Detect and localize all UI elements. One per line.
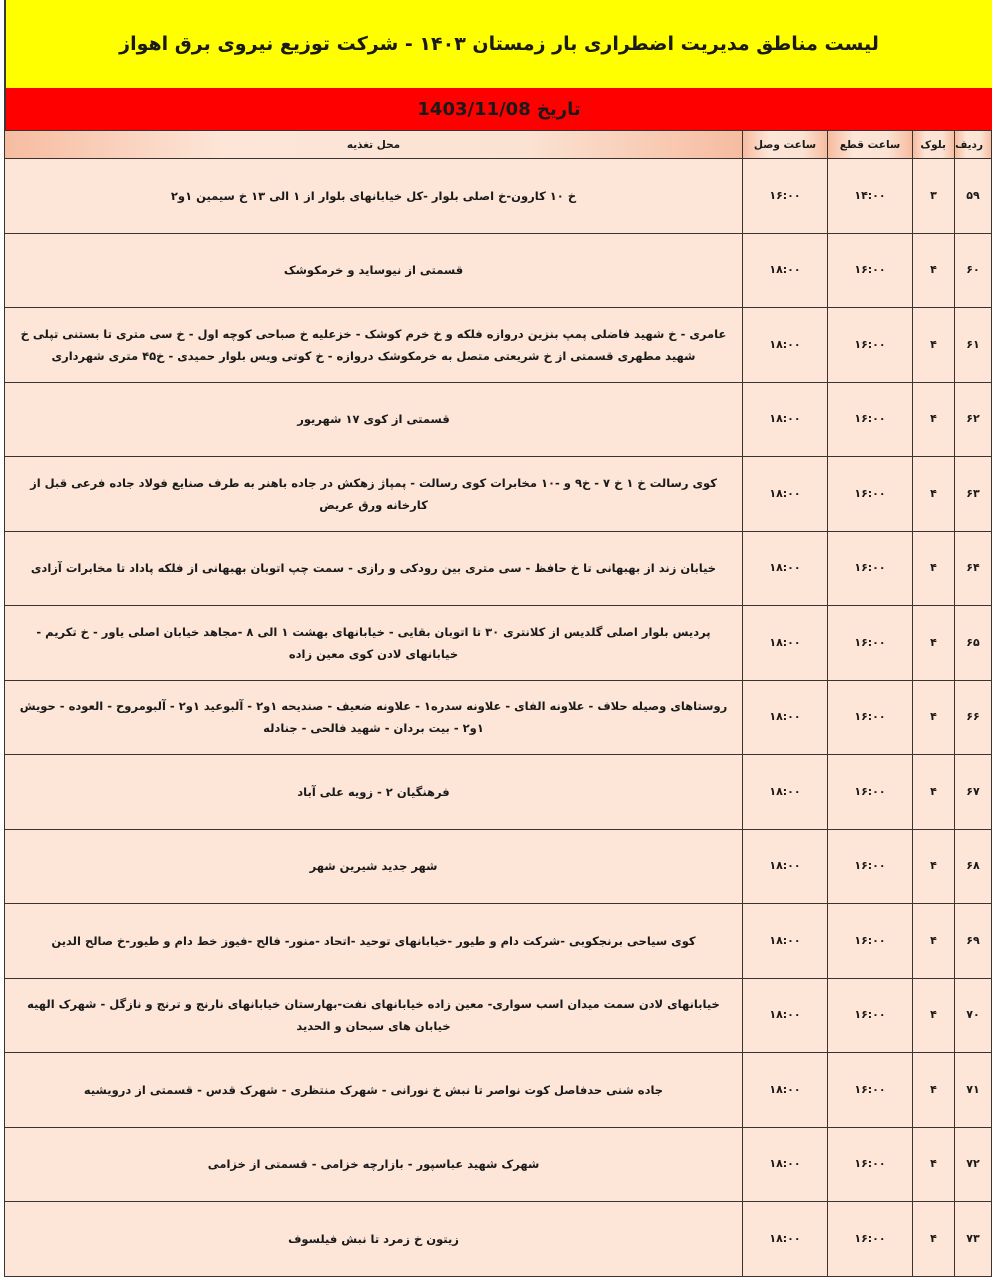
table-row xyxy=(5,978,992,1053)
location-cell: خیابانهای لادن سمت میدان اسب سواری- معین زاده خیابانهای نفت-بهارستان خیابانهای نارنج و ترنج و نازگل - شهرک الهیه خیابان های سبحان و الحدید xyxy=(5,978,743,1053)
row-number-cell: ۶۲ xyxy=(955,382,992,457)
off-time-cell: ۱۶:۰۰ xyxy=(828,1127,913,1202)
on-time-cell: ۱۸:۰۰ xyxy=(743,904,828,979)
table-row xyxy=(5,159,992,234)
block-cell: ۴ xyxy=(913,531,955,606)
off-time-cell: ۱۶:۰۰ xyxy=(828,829,913,904)
location-cell: قسمتی از کوی ۱۷ شهریور xyxy=(5,382,743,457)
off-time-cell: ۱۶:۰۰ xyxy=(828,233,913,308)
block-cell: ۴ xyxy=(913,1053,955,1128)
row-number-cell: ۶۷ xyxy=(955,755,992,830)
location-cell: عامری - خ شهید فاضلی پمپ بنزین دروازه فلکه و خ خرم کوشک - خزعلیه خ صباحی کوچه اول - خ سی متری تا بستنی تپلی خ شهید مطهری قسمتی از خ شریعتی متصل به خرمکوشک دروازه - خ کوتی ویس بلوار حمیدی - خ۴۵ متری شهرداری xyxy=(5,308,743,383)
off-time-cell: ۱۶:۰۰ xyxy=(828,382,913,457)
on-time-cell: ۱۸:۰۰ xyxy=(743,233,828,308)
block-cell: ۴ xyxy=(913,308,955,383)
location-cell: شهر جدید شیرین شهر xyxy=(5,829,743,904)
location-cell: خیابان زند از بهبهانی تا خ حافظ - سی متری بین رودکی و رازی - سمت چپ اتوبان بهبهانی از فلکه پاداد تا مخابرات آزادی xyxy=(5,531,743,606)
off-time-cell: ۱۶:۰۰ xyxy=(828,680,913,755)
column-header-row-number: ردیف xyxy=(955,131,992,159)
table-row xyxy=(5,233,992,308)
on-time-cell: ۱۸:۰۰ xyxy=(743,1053,828,1128)
location-cell: فرهنگیان ۲ - زویه علی آباد xyxy=(5,755,743,830)
location-cell: زیتون خ زمرد تا نبش فیلسوف xyxy=(5,1202,743,1277)
column-header-block: بلوک xyxy=(913,131,955,159)
table-row xyxy=(5,1053,992,1128)
column-header-on-time: ساعت وصل xyxy=(743,131,828,159)
location-cell: جاده شنی حدفاصل کوت نواصر تا نبش خ نورانی - شهرک منتظری - شهرک قدس - قسمتی از درویشیه xyxy=(5,1053,743,1128)
on-time-cell: ۱۸:۰۰ xyxy=(743,308,828,383)
table-row xyxy=(5,606,992,681)
block-cell: ۴ xyxy=(913,978,955,1053)
row-number-cell: ۷۱ xyxy=(955,1053,992,1128)
row-number-cell: ۷۲ xyxy=(955,1127,992,1202)
row-number-cell: ۵۹ xyxy=(955,159,992,234)
off-time-cell: ۱۶:۰۰ xyxy=(828,755,913,830)
block-cell: ۴ xyxy=(913,755,955,830)
location-cell: قسمتی از نیوساید و خرمکوشک xyxy=(5,233,743,308)
location-cell: خ ۱۰ کارون-خ اصلی بلوار -کل خیابانهای بلوار از ۱ الی ۱۳ خ سیمین ۱و۲ xyxy=(5,159,743,234)
off-time-cell: ۱۶:۰۰ xyxy=(828,904,913,979)
date-band xyxy=(4,88,992,130)
outage-table xyxy=(4,130,992,1277)
location-cell: کوی سیاحی برنجکوبی -شرکت دام و طیور -خیابانهای توحید -اتحاد -منور- فالح -فیوز خط دام و طیور-خ صالح الدین xyxy=(5,904,743,979)
block-cell: ۴ xyxy=(913,1202,955,1277)
row-number-cell: ۶۵ xyxy=(955,606,992,681)
table-row xyxy=(5,531,992,606)
schedule-date: تاریخ 1403/11/08 xyxy=(417,98,581,120)
location-cell: کوی رسالت خ ۱ خ ۷ - خ۹ و -۱۰ مخابرات کوی رسالت - پمپاژ زهکش در جاده باهنر به طرف صنایع فولاد جاده فرعی قبل از کارخانه ورق عریض xyxy=(5,457,743,532)
block-cell: ۴ xyxy=(913,829,955,904)
page-title: لیست مناطق مدیریت اضطراری بار زمستان ۱۴۰۳ - شرکت توزیع نیروی برق اهواز xyxy=(119,33,879,55)
table-row xyxy=(5,308,992,383)
location-cell: روستاهای وصیله حلاف - علاونه الفای - علاونه سدره۱ - علاونه ضعیف - صندیحه ۱و۲ - آلبوعید ۱و۲ - آلبومروح - العوده - حویش ۱و۲ - بیت بردان - شهید فالحی - جنادله xyxy=(5,680,743,755)
block-cell: ۴ xyxy=(913,1127,955,1202)
off-time-cell: ۱۴:۰۰ xyxy=(828,159,913,234)
location-cell: شهرک شهید عباسپور - بازارچه خزامی - قسمتی از خزامی xyxy=(5,1127,743,1202)
row-number-cell: ۶۴ xyxy=(955,531,992,606)
on-time-cell: ۱۸:۰۰ xyxy=(743,755,828,830)
block-cell: ۴ xyxy=(913,457,955,532)
block-cell: ۴ xyxy=(913,606,955,681)
column-header-location: محل تغذیه xyxy=(5,131,743,159)
row-number-cell: ۶۹ xyxy=(955,904,992,979)
column-header-off-time: ساعت قطع xyxy=(828,131,913,159)
off-time-cell: ۱۶:۰۰ xyxy=(828,1053,913,1128)
location-cell: پردیس بلوار اصلی گلدیس از کلانتری ۳۰ تا اتوبان بقایی - خیابانهای بهشت ۱ الی ۸ -مجاهد خیابان اصلی یاور - خ تکریم - خیابانهای لادن کوی معین زاده xyxy=(5,606,743,681)
block-cell: ۴ xyxy=(913,233,955,308)
table-row xyxy=(5,904,992,979)
row-number-cell: ۶۸ xyxy=(955,829,992,904)
block-cell: ۳ xyxy=(913,159,955,234)
on-time-cell: ۱۸:۰۰ xyxy=(743,1127,828,1202)
table-row xyxy=(5,1127,992,1202)
table-row xyxy=(5,680,992,755)
row-number-cell: ۶۶ xyxy=(955,680,992,755)
off-time-cell: ۱۶:۰۰ xyxy=(828,308,913,383)
block-cell: ۴ xyxy=(913,680,955,755)
row-number-cell: ۶۱ xyxy=(955,308,992,383)
on-time-cell: ۱۸:۰۰ xyxy=(743,382,828,457)
table-row xyxy=(5,457,992,532)
off-time-cell: ۱۶:۰۰ xyxy=(828,457,913,532)
block-cell: ۴ xyxy=(913,904,955,979)
off-time-cell: ۱۶:۰۰ xyxy=(828,978,913,1053)
on-time-cell: ۱۸:۰۰ xyxy=(743,606,828,681)
off-time-cell: ۱۶:۰۰ xyxy=(828,1202,913,1277)
on-time-cell: ۱۸:۰۰ xyxy=(743,531,828,606)
table-header-row xyxy=(5,131,992,159)
on-time-cell: ۱۶:۰۰ xyxy=(743,159,828,234)
outage-schedule-sheet xyxy=(4,0,992,1276)
row-number-cell: ۶۰ xyxy=(955,233,992,308)
on-time-cell: ۱۸:۰۰ xyxy=(743,457,828,532)
off-time-cell: ۱۶:۰۰ xyxy=(828,606,913,681)
on-time-cell: ۱۸:۰۰ xyxy=(743,680,828,755)
title-band xyxy=(4,0,992,88)
row-number-cell: ۶۳ xyxy=(955,457,992,532)
table-row xyxy=(5,829,992,904)
table-row xyxy=(5,755,992,830)
on-time-cell: ۱۸:۰۰ xyxy=(743,829,828,904)
row-number-cell: ۷۳ xyxy=(955,1202,992,1277)
on-time-cell: ۱۸:۰۰ xyxy=(743,1202,828,1277)
table-row xyxy=(5,1202,992,1277)
block-cell: ۴ xyxy=(913,382,955,457)
off-time-cell: ۱۶:۰۰ xyxy=(828,531,913,606)
row-number-cell: ۷۰ xyxy=(955,978,992,1053)
table-row xyxy=(5,382,992,457)
on-time-cell: ۱۸:۰۰ xyxy=(743,978,828,1053)
